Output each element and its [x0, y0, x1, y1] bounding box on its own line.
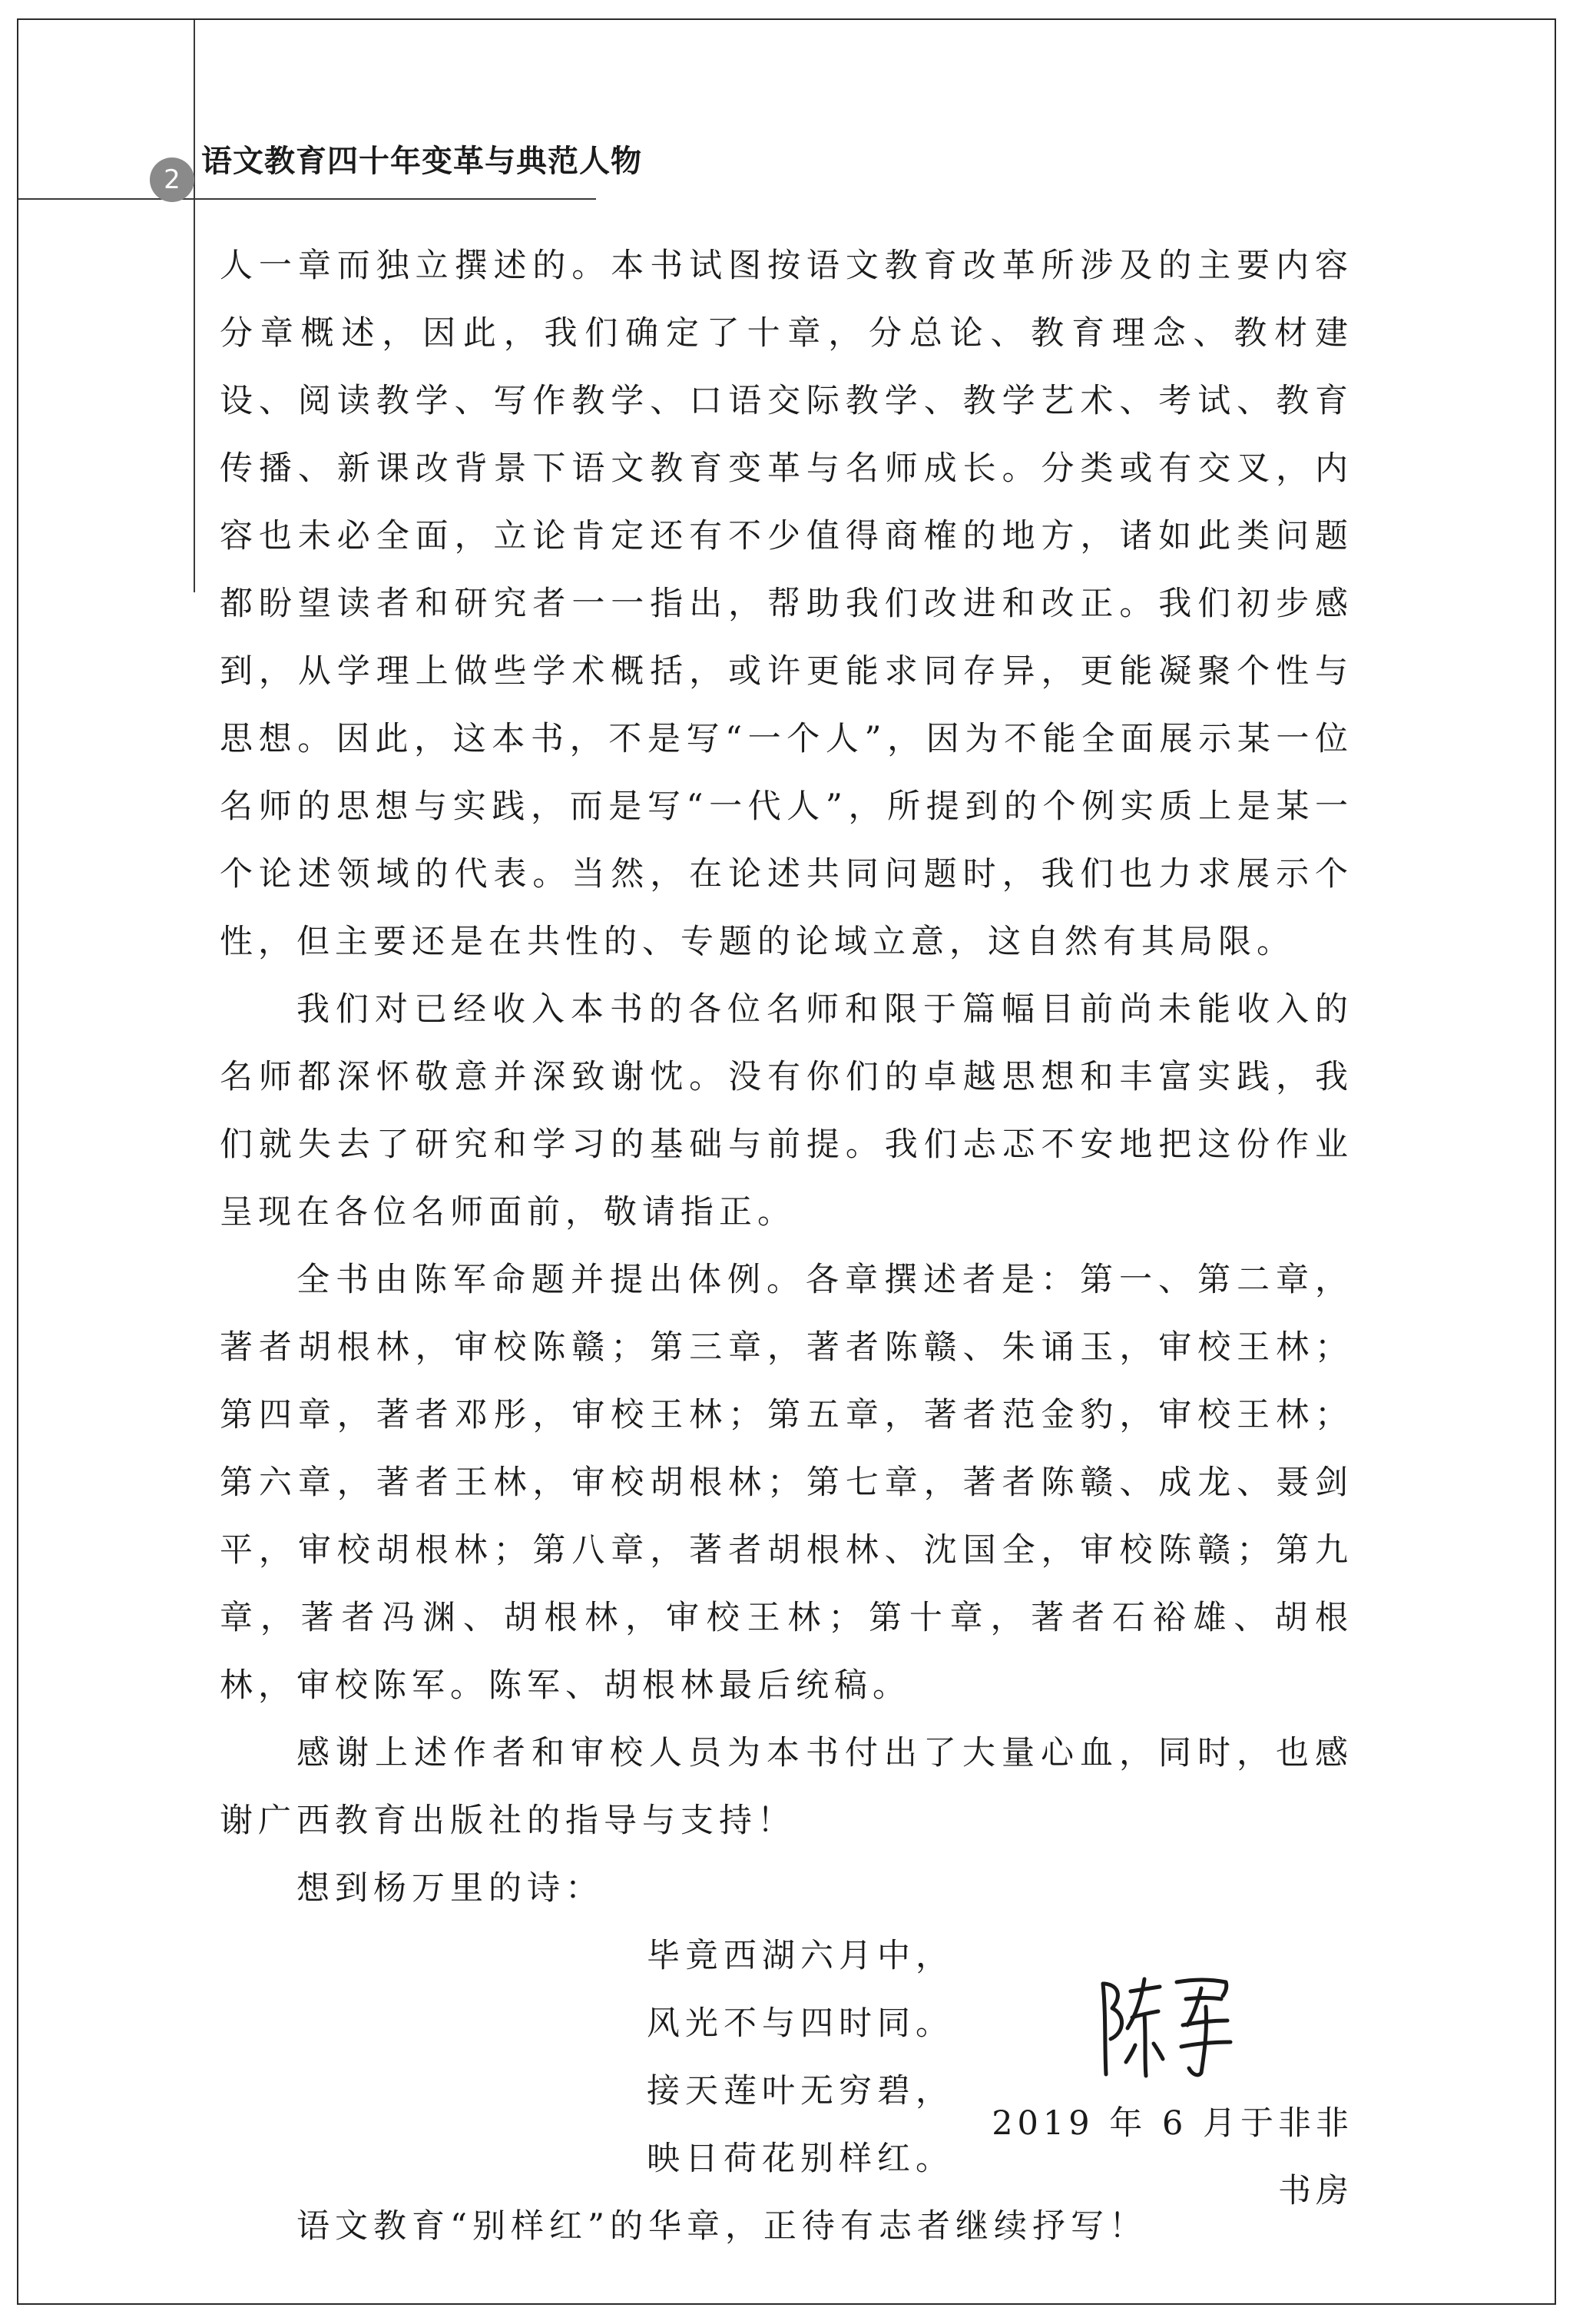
poem-line: 映日荷花别样红。 — [647, 2140, 954, 2178]
paragraph: 人一章而独立撰述的。本书试图按语文教育改革所涉及的主要内容分章概述，因此，我们确定了十章，分总论、教育理念、教材建设、阅读教学、写作教学、口语交际教学、教学艺术、考试、教育传播、新课改背景下语文教育变革与名师成长。分类或有交叉，内容也未必全面，立论肯定还有不少值得商榷的地方，诸如此类问题都盼望读者和研究者一一指出，帮助我们改进和改正。我们初步感到，从学理上做些学术概括，或许更能求同存异，更能凝聚个性与思想。因此，这本书，不是写“一个人”，因为不能全面展示某一位名师的思想与实践，而是写“一代人”，所提到的个例实质上是某一个论述领域的代表。当然，在论述共同问题时，我们也力求展示个性，但主要还是在共性的、专题的论域立意，这自然有其局限。 — [220, 247, 1353, 961]
page-number-badge: 2 — [150, 157, 194, 202]
paragraph: 想到杨万里的诗： — [296, 1869, 604, 1908]
paragraph: 感谢上述作者和审校人员为本书付出了大量心血，同时，也感谢广西教育出版社的指导与支持！ — [220, 1734, 1353, 1840]
paragraph: 我们对已经收入本书的各位名师和限于篇幅目前尚未能收入的名师都深怀敬意并深致谢忱。没有你们的卓越思想和丰富实践，我们就失去了研究和学习的基础与前提。我们忐忑不安地把这份作业呈现在各位名师面前，敬请指正。 — [220, 990, 1353, 1232]
dateline: 2019 年 6 月于非非书房 — [992, 2104, 1353, 2210]
poem-line: 接天莲叶无穷碧， — [647, 2072, 954, 2110]
paragraph: 全书由陈军命题并提出体例。各章撰述者是：第一、第二章，著者胡根林，审校陈赣；第三章，著者陈赣、朱诵玉，审校王林；第四章，著者邓彤，审校王林；第五章，著者范金豹，审校王林；第六章，著者王林，审校胡根林；第七章，著者陈赣、成龙、聂剑平，审校胡根林；第八章，著者胡根林、沈国全，审校陈赣；第九章，著者冯渊、胡根林，审校王林；第十章，著者石裕雄、胡根林，审校陈军。陈军、胡根林最后统稿。 — [220, 1261, 1353, 1705]
closing-line: 语文教育“别样红”的华章，正待有志者继续抒写！ — [296, 2207, 1147, 2246]
handwritten-signature-icon — [1086, 1968, 1240, 2084]
header-rule — [18, 198, 596, 200]
running-title: 语文教育四十年变革与典范人物 — [201, 144, 642, 179]
body-text — [220, 232, 1353, 2260]
poem-line: 毕竟西湖六月中， — [647, 1937, 954, 1975]
poem-line: 风光不与四时同。 — [647, 2004, 954, 2043]
crop-mark-vertical — [194, 20, 195, 592]
